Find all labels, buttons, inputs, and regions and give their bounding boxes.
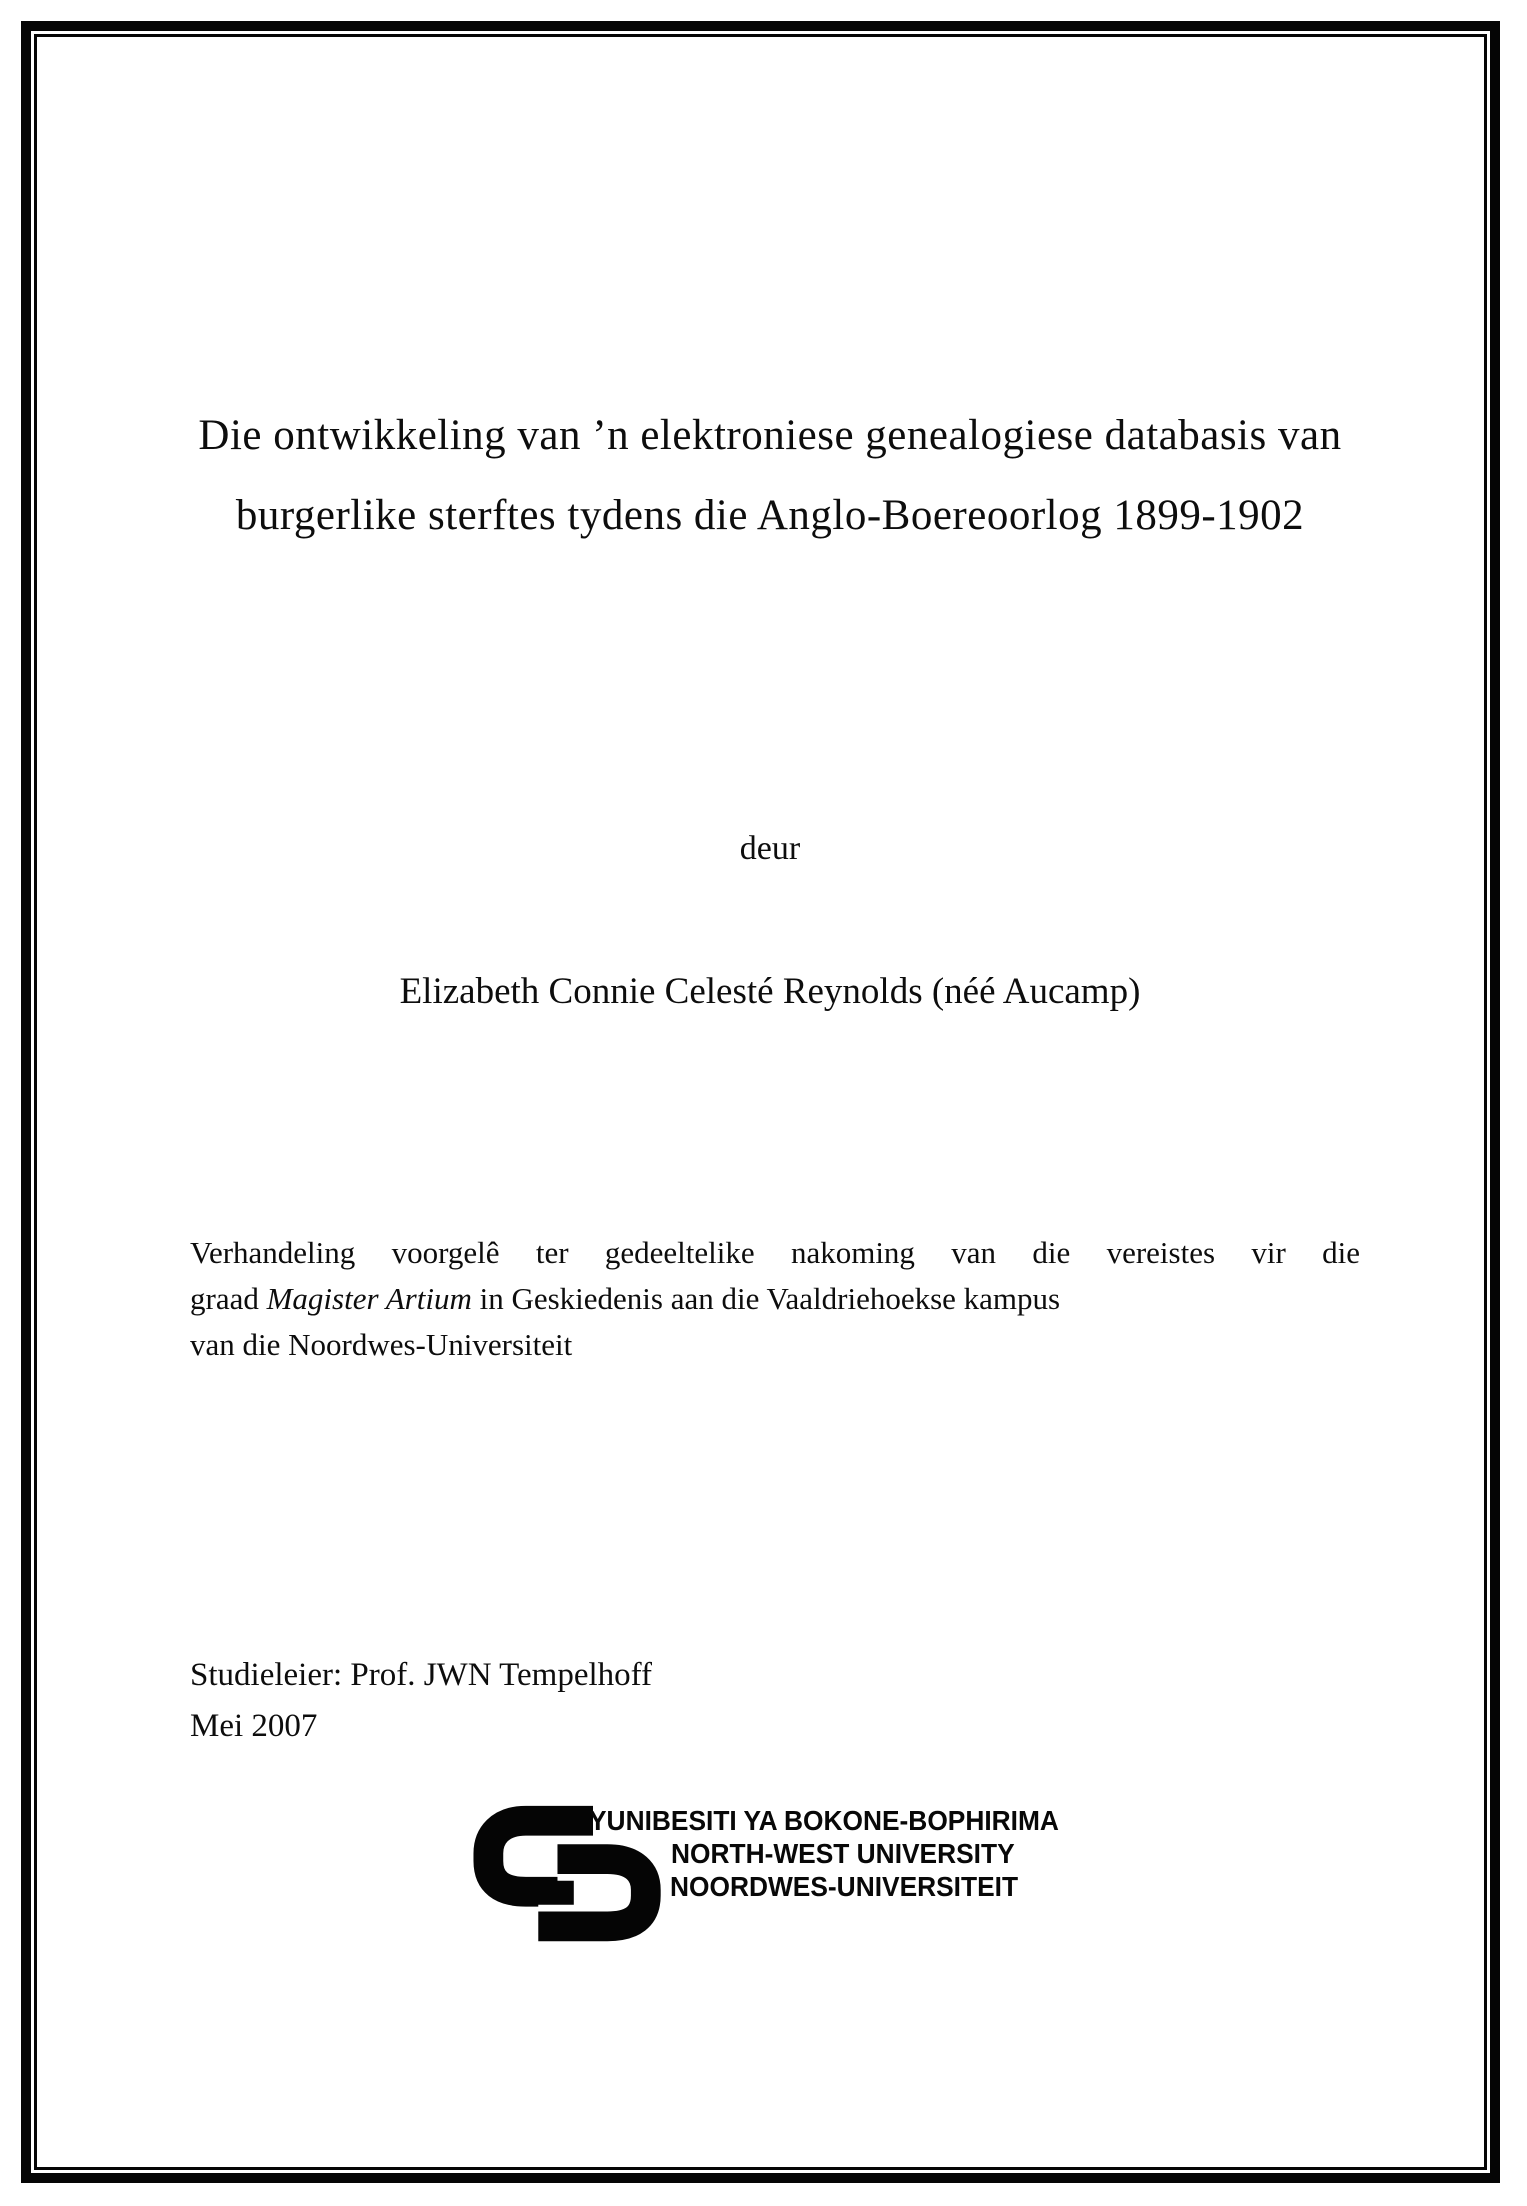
date-line: Mei 2007 xyxy=(190,1708,318,1744)
author-name: Elizabeth Connie Celesté Reynolds (néé Aucamp) xyxy=(399,971,1141,1012)
page-title xyxy=(170,396,1370,556)
degree-statement xyxy=(190,1230,1360,1368)
supervisor-line: Studieleier: Prof. JWN Tempelhoff xyxy=(190,1657,653,1693)
degree-statement-line-2 xyxy=(190,1276,1360,1322)
degree-statement-line-2-pre: graad xyxy=(190,1281,267,1316)
degree-statement-line-2-post: in Geskiedenis aan die Vaaldriehoekse kampus xyxy=(471,1281,1061,1316)
title-line-1: Die ontwikkeling van ’n elektroniese genealogiese databasis van xyxy=(198,412,1342,459)
byline: deur xyxy=(739,830,801,867)
title-line-2: burgerlike sterftes tydens die Anglo-Boereoorlog 1899-1902 xyxy=(235,492,1305,539)
logo-text-setswana: YUNIBESITI YA BOKONE-BOPHIRIMA xyxy=(589,1805,1059,1836)
supervisor-block xyxy=(190,1650,1190,1752)
logo-text-english: NORTH-WEST UNIVERSITY xyxy=(671,1838,1015,1869)
logo-text-afrikaans: NOORDWES-UNIVERSITEIT xyxy=(670,1871,1019,1902)
degree-statement-line-3: van die Noordwes-Universiteit xyxy=(190,1327,573,1362)
degree-statement-line-1: Verhandeling voorgelê ter gedeeltelike nakoming van die vereistes vir die xyxy=(190,1235,1360,1270)
university-logo xyxy=(473,1797,1113,1967)
degree-name-italic: Magister Artium xyxy=(266,1281,472,1316)
